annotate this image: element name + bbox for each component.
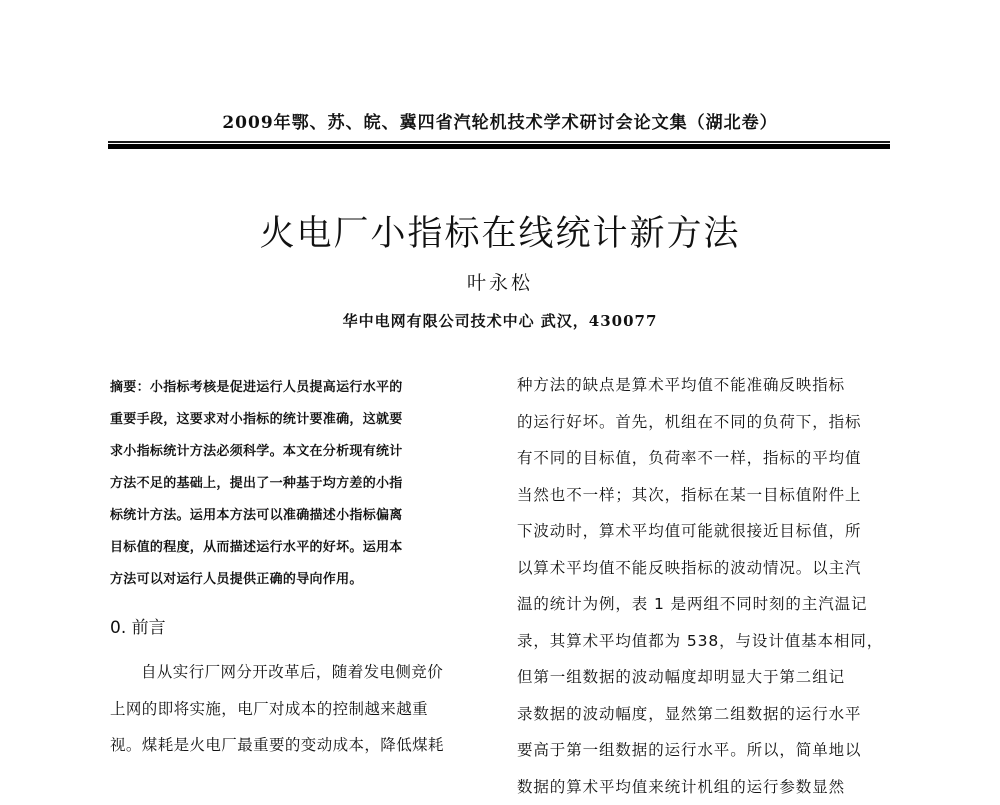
- abstract-line: 求小指标统计方法必须科学。本文在分析现有统计: [110, 436, 482, 468]
- body-line: 以算术平均值不能反映指标的波动情况。以主汽: [517, 550, 892, 587]
- body-line: 温的统计为例，表 1 是两组不同时刻的主汽温记: [517, 586, 892, 623]
- body-line: 下波动时，算术平均值可能就很接近目标值，所: [517, 513, 892, 550]
- abstract-line: 方法不足的基础上，提出了一种基于均方差的小指: [110, 468, 482, 500]
- abstract-line: 重要手段，这要求对小指标的统计要准确，这就要: [110, 404, 482, 436]
- paper-title: 火电厂小指标在线统计新方法: [0, 211, 1000, 257]
- body-line: 录数据的波动幅度，显然第二组数据的运行水平: [517, 696, 892, 733]
- header-rule-thick: [108, 144, 890, 149]
- body-line: 的运行好坏。首先，机组在不同的负荷下，指标: [517, 404, 892, 441]
- abstract: [110, 372, 482, 596]
- body-line: 自从实行厂网分开改革后，随着发电侧竞价: [110, 654, 482, 691]
- header-rule-thin: [108, 141, 890, 143]
- abstract-line: 标统计方法。运用本方法可以准确描述小指标偏离: [110, 500, 482, 532]
- introduction-body: [110, 654, 482, 764]
- left-column: [110, 372, 482, 764]
- body-line: 有不同的目标值，负荷率不一样，指标的平均值: [517, 440, 892, 477]
- affiliation: 华中电网有限公司技术中心 武汉，430077: [0, 309, 1000, 333]
- abstract-line: 摘要：小指标考核是促进运行人员提高运行水平的: [110, 372, 482, 404]
- abstract-line: 目标值的程度，从而描述运行水平的好坏。运用本: [110, 532, 482, 564]
- body-line: 录，其算术平均值都为 538，与设计值基本相同，: [517, 623, 892, 660]
- body-line: 数据的算术平均值来统计机组的运行参数显然: [517, 769, 892, 805]
- body-line: 但第一组数据的波动幅度却明显大于第二组记: [517, 659, 892, 696]
- running-header: 2009年鄂、苏、皖、冀四省汽轮机技术学术研讨会论文集（湖北卷）: [0, 110, 1000, 136]
- abstract-line: 方法可以对运行人员提供正确的导向作用。: [110, 564, 482, 596]
- section-heading-introduction: 0. 前言: [110, 614, 482, 642]
- right-column: [517, 367, 892, 805]
- body-line: 上网的即将实施，电厂对成本的控制越来越重: [110, 691, 482, 728]
- author: 叶永松: [0, 270, 1000, 296]
- body-line: 当然也不一样；其次，指标在某一目标值附件上: [517, 477, 892, 514]
- body-line: 要高于第一组数据的运行水平。所以，简单地以: [517, 732, 892, 769]
- body-line: 种方法的缺点是算术平均值不能准确反映指标: [517, 367, 892, 404]
- body-line: 视。煤耗是火电厂最重要的变动成本，降低煤耗: [110, 727, 482, 764]
